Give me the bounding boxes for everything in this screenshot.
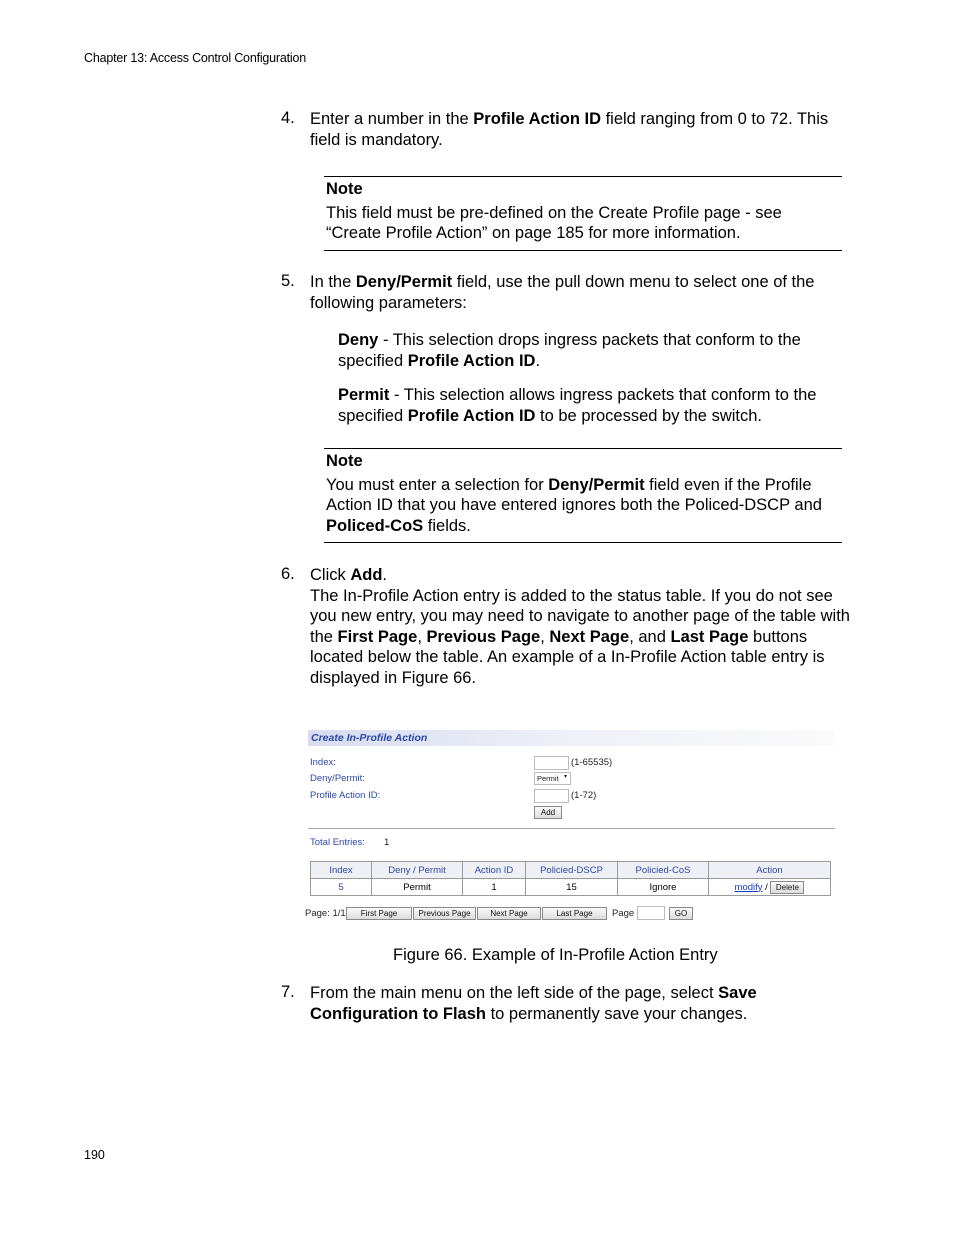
note-box-1 [324,176,842,251]
cell-cos: Ignore [618,879,709,896]
status-table [310,861,831,896]
index-label: Index: [310,757,336,768]
note-title: Note [326,452,363,470]
chapter-header: Chapter 13: Access Control Configuration [84,51,306,65]
action-separator: / [762,881,771,893]
col-policied-cos: Policied-CoS [618,862,709,879]
chevron-down-icon: ▾ [563,774,567,780]
previous-page-button[interactable]: Previous Page [413,907,476,920]
form-title: Create In-Profile Action [308,730,835,746]
deny-permit-label: Deny/Permit: [310,773,365,784]
option-permit: Permit - This selection allows ingress packets that conform to the specified Profile Action ID to be processed by the switch. [338,386,817,425]
divider [308,828,835,829]
cell-deny-permit: Permit [372,879,463,896]
next-page-button[interactable]: Next Page [477,907,541,920]
page-indicator: Page: 1/1 [305,908,346,919]
index-hint: (1-65535) [571,757,613,768]
step-7-number: 7. [281,983,295,1001]
cell-action-id: 1 [463,879,526,896]
col-action-id: Action ID [463,862,526,879]
table-header-row [311,862,831,879]
first-page-button[interactable]: First Page [346,907,412,920]
total-entries-value: 1 [384,837,390,848]
step-4-text: Enter a number in the Profile Action ID field ranging from 0 to 72. This field is mandatory. [310,110,829,149]
step-4-number: 4. [281,109,295,127]
modify-link[interactable]: modify [734,881,763,893]
col-action: Action [709,862,831,879]
note-title: Note [326,180,363,198]
add-button[interactable]: Add [534,806,562,819]
cell-dscp: 15 [526,879,618,896]
option-deny: Deny - This selection drops ingress packets that conform to the specified Profile Action ID. [338,331,801,370]
note-box-2 [324,448,842,543]
step-7-text: From the main menu on the left side of the page, select Save Configuration to Flash to permanently save your changes. [310,984,757,1023]
col-index: Index [311,862,372,879]
step-5-text: In the Deny/Permit field, use the pull down menu to select one of the following parameters: [310,273,815,312]
total-entries-label: Total Entries: [310,837,365,848]
deny-permit-value: Permit [537,774,559,783]
step-6-number: 6. [281,565,295,583]
page-number: 190 [84,1148,105,1162]
col-policied-dscp: Policied-DSCP [526,862,618,879]
note-text: This field must be pre-defined on the Create Profile page - see “Create Profile Action” on page 185 for more information. [326,203,782,242]
figure-in-profile-action [305,728,838,923]
profile-action-id-hint: (1-72) [571,790,597,801]
deny-permit-select[interactable] [534,772,571,785]
table-row [311,879,831,896]
page-input-label: Page [612,908,635,919]
last-page-button[interactable]: Last Page [542,907,607,920]
figure-caption: Figure 66. Example of In-Profile Action Entry [393,946,718,964]
cell-action [709,879,831,896]
step-6-text: Click Add. The In-Profile Action entry is added to the status table. If you do not see you new entry, you may need to navigate to another page of the table with the First Page, Previous Page, Next Page, and Last Page buttons located below the table. An example of a In-Profile Action table entry is displayed in Figure 66. [310,566,850,687]
cell-index: 5 [311,879,372,896]
index-input[interactable] [534,756,569,770]
step-5-number: 5. [281,272,295,290]
page-number-input[interactable] [637,906,665,920]
profile-action-id-input[interactable] [534,789,569,803]
go-button[interactable]: GO [669,907,693,920]
note-text: You must enter a selection for Deny/Permit field even if the Profile Action ID that you have entered ignores both the Policed-DSCP and Policed-CoS fields. [326,475,822,535]
profile-action-id-label: Profile Action ID: [310,790,381,801]
delete-button[interactable]: Delete [770,881,804,894]
col-deny-permit: Deny / Permit [372,862,463,879]
